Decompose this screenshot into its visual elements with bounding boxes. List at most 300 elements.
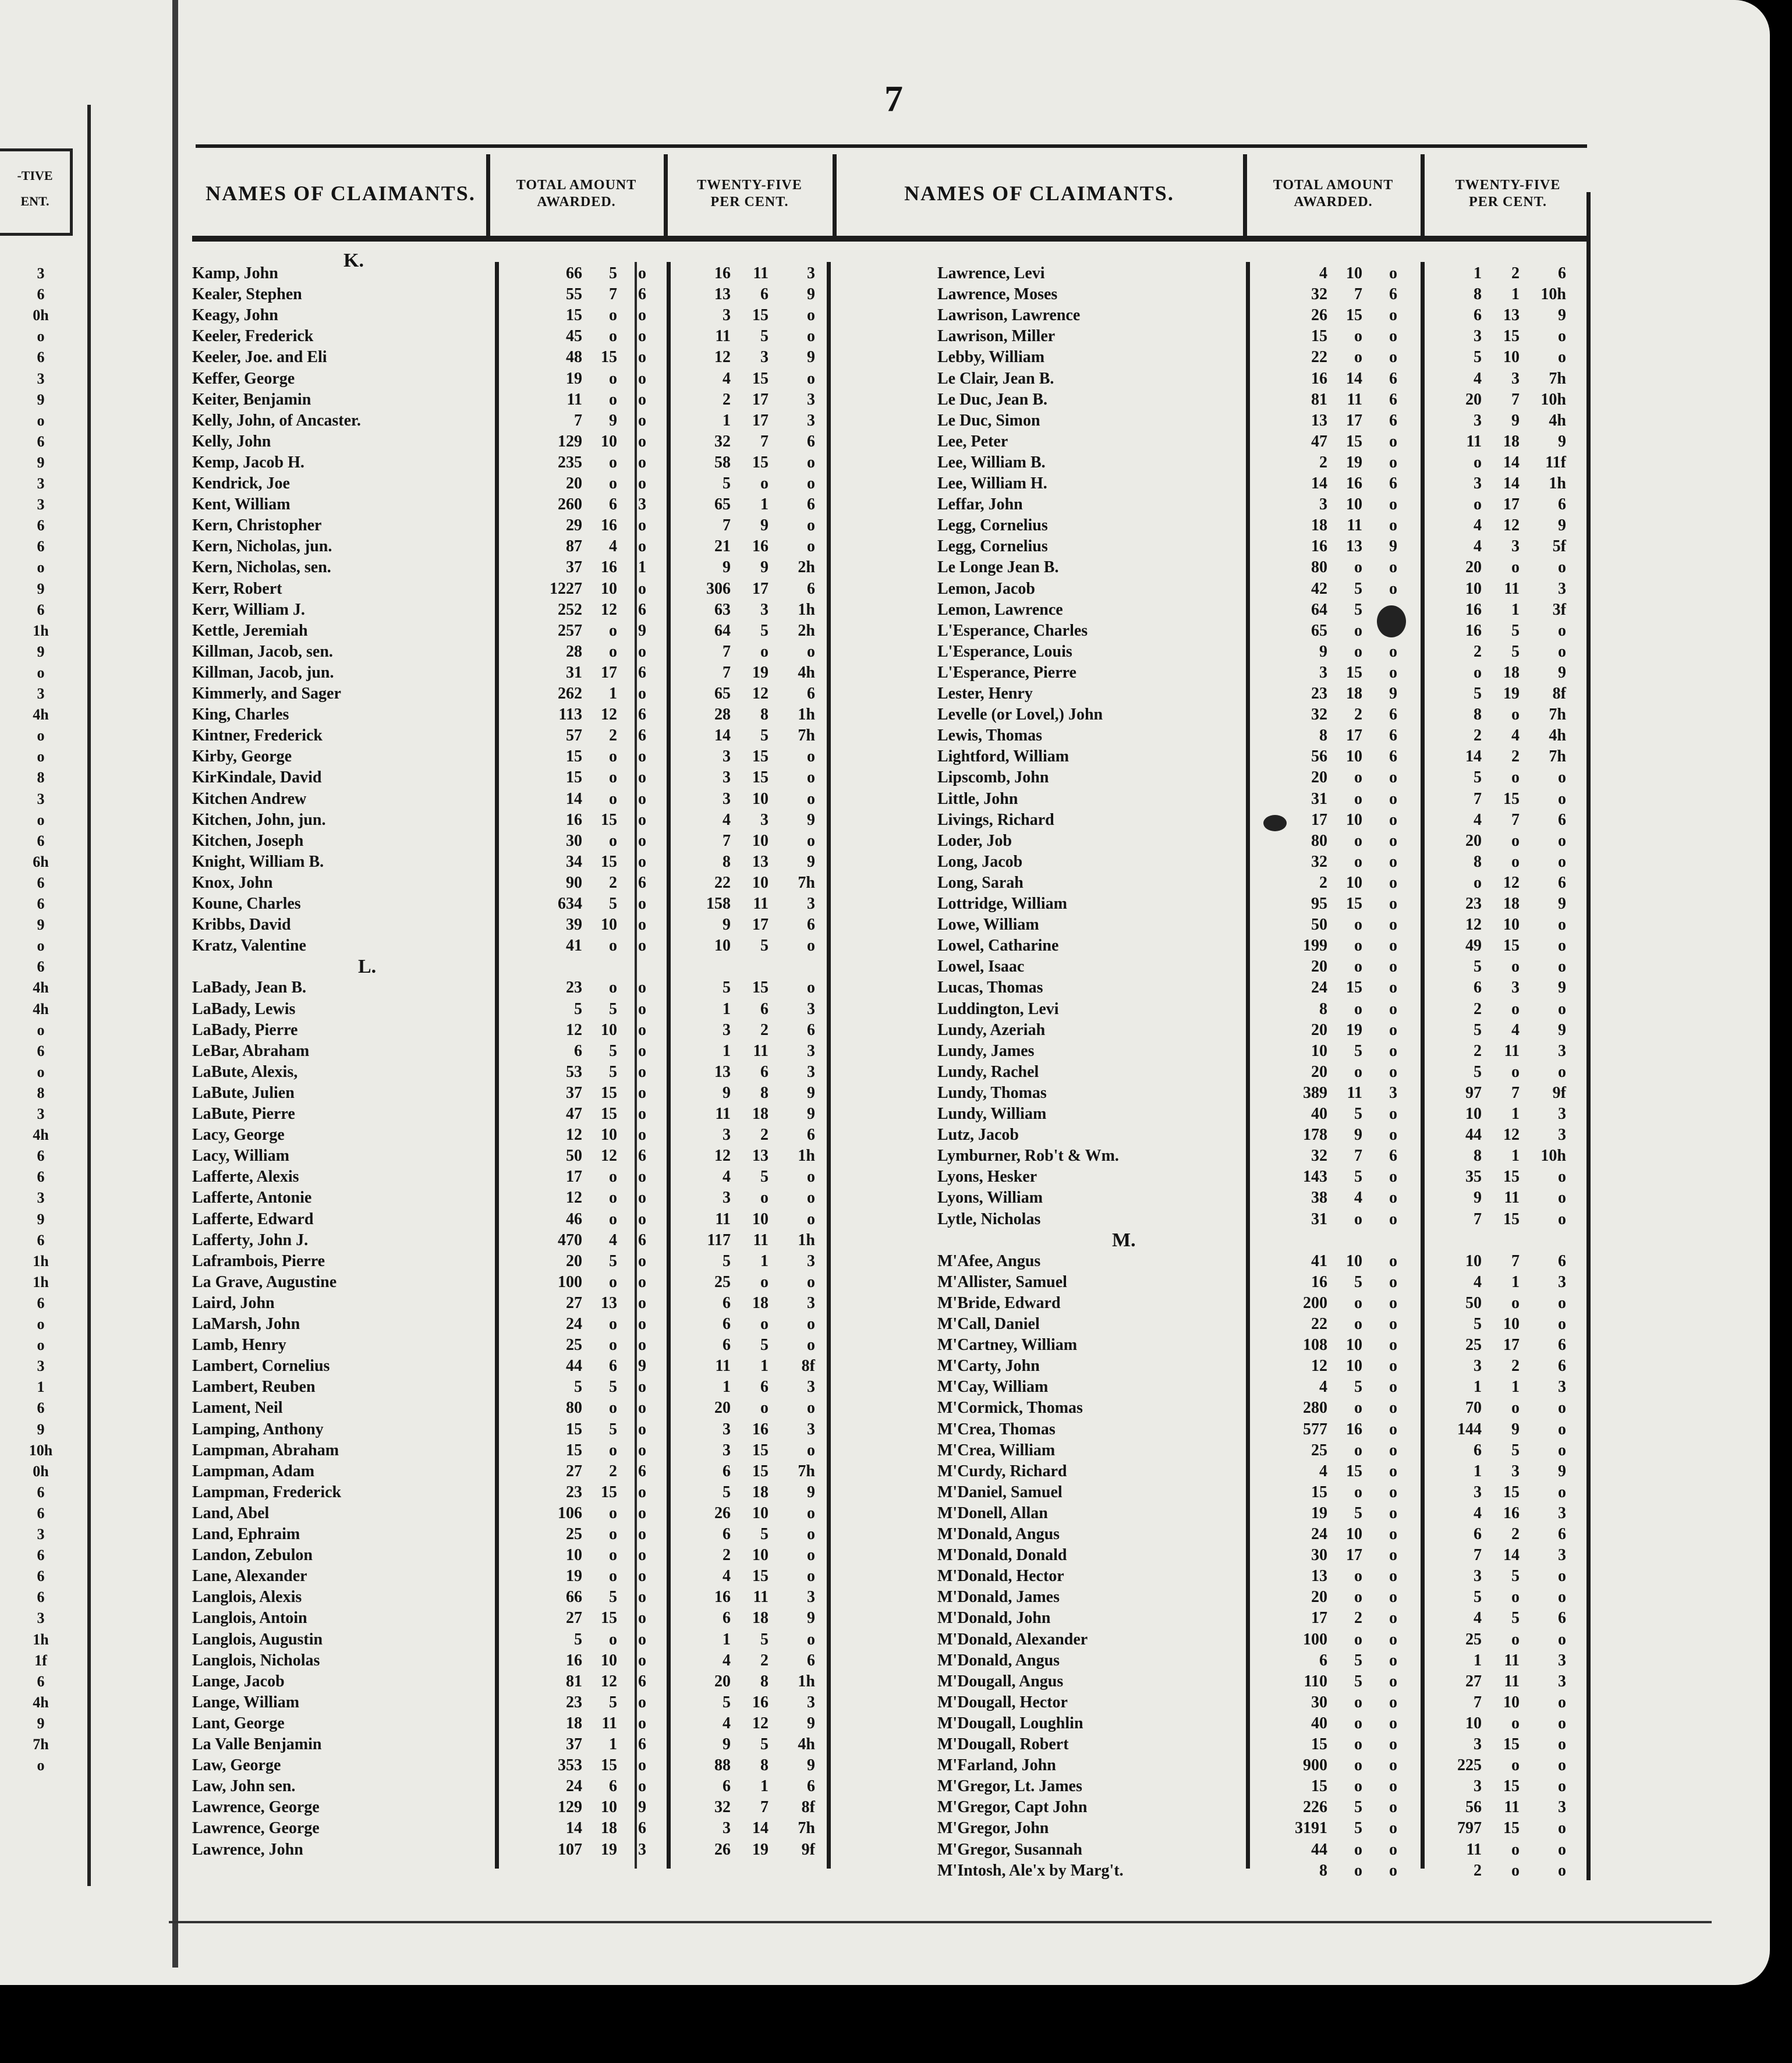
claimant-name: M'Farland, John bbox=[937, 1756, 1056, 1774]
pct-pence: 2h bbox=[798, 558, 815, 576]
adjacent-value: 9 bbox=[37, 643, 45, 660]
total-pounds: 30 bbox=[1311, 1693, 1327, 1711]
total-pounds: 37 bbox=[566, 558, 582, 576]
pct-pence: 10h bbox=[1540, 285, 1566, 303]
total-shillings: o bbox=[1354, 958, 1362, 976]
pct-pence: 9 bbox=[807, 1105, 815, 1123]
pct-pence: 7h bbox=[798, 1462, 815, 1480]
adjacent-value: 6 bbox=[37, 517, 45, 534]
pct-shillings: 5 bbox=[1511, 622, 1520, 640]
total-pounds: 27 bbox=[566, 1462, 582, 1480]
pct-shillings: o bbox=[1511, 706, 1520, 724]
column-rule-right-edge bbox=[1586, 192, 1591, 1880]
claimant-name: King, Charles bbox=[192, 706, 289, 724]
total-pounds: 14 bbox=[566, 1819, 582, 1837]
pct-pounds: 14 bbox=[714, 726, 731, 745]
claimant-name: KirKindale, David bbox=[192, 768, 322, 786]
total-pounds: 10 bbox=[1311, 1042, 1327, 1060]
total-pounds: 40 bbox=[1311, 1714, 1327, 1732]
pct-shillings: 8 bbox=[760, 1672, 768, 1690]
pct-pounds: 5 bbox=[723, 474, 731, 492]
claimant-name: L'Esperance, Louis bbox=[937, 643, 1072, 661]
total-pounds: 11 bbox=[566, 391, 582, 409]
total-pounds: 199 bbox=[1303, 937, 1327, 955]
pct-pounds: 3 bbox=[1474, 1777, 1482, 1795]
pct-pence: 4h bbox=[1549, 726, 1566, 745]
pct-pounds: 4 bbox=[1474, 516, 1482, 534]
total-shillings: o bbox=[1354, 1735, 1362, 1753]
claimant-name: Kamp, John bbox=[192, 264, 278, 282]
claimant-name: Leffar, John bbox=[937, 495, 1023, 513]
adjacent-value: o bbox=[37, 811, 45, 828]
pct-pence: o bbox=[1558, 916, 1566, 934]
pct-pence: 9 bbox=[1558, 895, 1566, 913]
pct-shillings: 18 bbox=[1503, 895, 1520, 913]
header-bottom-rule bbox=[192, 236, 1589, 242]
total-shillings: 16 bbox=[601, 558, 617, 576]
claimant-name: Lyons, Hesker bbox=[937, 1168, 1037, 1186]
pct-pence: o bbox=[807, 1441, 815, 1459]
claimant-name: M'Dougall, Angus bbox=[937, 1672, 1064, 1690]
pct-shillings: 2 bbox=[1511, 264, 1520, 282]
pct-pence: 9f bbox=[801, 1841, 815, 1859]
pct-shillings: 8 bbox=[760, 706, 768, 724]
claimant-name: Kent, William bbox=[192, 495, 291, 513]
total-shillings: o bbox=[1354, 1294, 1362, 1312]
pct-pounds: 306 bbox=[706, 580, 731, 598]
total-pounds: 4 bbox=[1319, 264, 1327, 282]
header-divider-5 bbox=[1421, 154, 1425, 239]
pct-pence: 7h bbox=[798, 1819, 815, 1837]
total-shillings: 5 bbox=[609, 1042, 617, 1060]
total-pounds: 14 bbox=[566, 790, 582, 808]
total-shillings: 10 bbox=[601, 1651, 617, 1669]
total-shillings: o bbox=[609, 1315, 617, 1333]
pct-pounds: 20 bbox=[714, 1672, 731, 1690]
total-shillings: 7 bbox=[1354, 1147, 1362, 1165]
pct-pounds: 2 bbox=[1474, 643, 1482, 661]
claimant-name: M'Cartney, William bbox=[937, 1336, 1078, 1354]
total-pounds: 65 bbox=[1311, 622, 1327, 640]
total-pounds: 64 bbox=[1311, 601, 1327, 619]
total-shillings: 2 bbox=[609, 1462, 617, 1480]
total-shillings: o bbox=[1354, 348, 1362, 366]
header-divider-2 bbox=[664, 154, 668, 239]
pct-pence: 3 bbox=[807, 264, 815, 282]
pct-shillings: 9 bbox=[1511, 1420, 1520, 1438]
total-pounds: 39 bbox=[566, 916, 582, 934]
total-pence: o bbox=[638, 1525, 646, 1543]
total-pence: 6 bbox=[638, 1147, 646, 1165]
adjacent-value: o bbox=[37, 748, 45, 765]
claimant-name: L'Esperance, Charles bbox=[937, 622, 1088, 640]
pct-pence: 3f bbox=[1552, 601, 1566, 619]
claimant-name: Langlois, Nicholas bbox=[192, 1651, 320, 1669]
claimant-name: Lampman, Abraham bbox=[192, 1441, 339, 1459]
total-pence: 6 bbox=[638, 706, 646, 724]
total-pence: o bbox=[1389, 306, 1397, 324]
pct-shillings: 14 bbox=[1503, 453, 1520, 472]
pct-pence: 6 bbox=[807, 685, 815, 703]
adjacent-value: 8 bbox=[37, 1084, 45, 1101]
pct-pence: 9 bbox=[1558, 1021, 1566, 1039]
claimant-name: Lytle, Nicholas bbox=[937, 1210, 1041, 1228]
pct-pence: o bbox=[807, 790, 815, 808]
pct-shillings: 1 bbox=[1511, 1147, 1520, 1165]
pct-shillings: 10 bbox=[752, 1210, 768, 1228]
adjacent-value: 3 bbox=[37, 685, 45, 702]
pct-pounds: 4 bbox=[723, 1567, 731, 1585]
pct-pence: 9 bbox=[1558, 664, 1566, 682]
claimant-name: Kitchen, John, jun. bbox=[192, 811, 326, 829]
total-pounds: 12 bbox=[566, 1021, 582, 1039]
total-shillings: o bbox=[609, 474, 617, 492]
pct-pounds: 16 bbox=[1465, 601, 1482, 619]
pct-shillings: 12 bbox=[1503, 874, 1520, 892]
pct-pounds: 6 bbox=[1474, 979, 1482, 997]
total-shillings: 5 bbox=[609, 895, 617, 913]
total-pence: o bbox=[638, 937, 646, 955]
pct-pounds: 8 bbox=[723, 853, 731, 871]
total-shillings: 5 bbox=[609, 1420, 617, 1438]
total-pence: o bbox=[638, 1273, 646, 1291]
total-pence: o bbox=[638, 327, 646, 345]
pct-shillings: o bbox=[1511, 1588, 1520, 1606]
claimant-name: Kimmerly, and Sager bbox=[192, 685, 341, 703]
claimant-name: M'Donald, Angus bbox=[937, 1525, 1060, 1543]
total-pence: o bbox=[638, 1168, 646, 1186]
total-shillings: 9 bbox=[1354, 1126, 1362, 1144]
total-pounds: 16 bbox=[566, 811, 582, 829]
adjacent-header-line-1: -TIVE bbox=[17, 168, 53, 183]
pct-pence: 7h bbox=[798, 874, 815, 892]
pct-shillings: 16 bbox=[752, 537, 768, 555]
pct-pounds: 16 bbox=[714, 1588, 731, 1606]
claimant-name: Lundy, Thomas bbox=[937, 1084, 1047, 1102]
adjacent-value: 6 bbox=[37, 1232, 45, 1249]
claimant-name: LaMarsh, John bbox=[192, 1315, 300, 1333]
total-pounds: 12 bbox=[566, 1189, 582, 1207]
total-shillings: 10 bbox=[1346, 811, 1362, 829]
total-shillings: o bbox=[609, 622, 617, 640]
pct-shillings: o bbox=[760, 1399, 768, 1417]
pct-pence: o bbox=[1558, 1693, 1566, 1711]
pct-pounds: 44 bbox=[1465, 1126, 1482, 1144]
total-pounds: 44 bbox=[1311, 1841, 1327, 1859]
pct-shillings: 3 bbox=[1511, 537, 1520, 555]
claimant-name: Lafferte, Alexis bbox=[192, 1168, 299, 1186]
pct-pounds: 4 bbox=[1474, 811, 1482, 829]
total-pence: o bbox=[638, 1315, 646, 1333]
pct-pounds: 11 bbox=[1466, 433, 1482, 451]
claimant-name: Lawrence, George bbox=[192, 1798, 320, 1816]
pct-shillings: 11 bbox=[1504, 1798, 1520, 1816]
total-pounds: 129 bbox=[558, 433, 582, 451]
pct-pounds: 5 bbox=[1474, 1315, 1482, 1333]
pct-shillings: 5 bbox=[760, 1336, 768, 1354]
total-pounds: 16 bbox=[1311, 537, 1327, 555]
pct-pence: o bbox=[1558, 643, 1566, 661]
total-pounds: 80 bbox=[566, 1399, 582, 1417]
pct-pounds: 1 bbox=[723, 1378, 731, 1396]
total-pounds: 20 bbox=[1311, 1063, 1327, 1081]
pct-pence: 6 bbox=[807, 580, 815, 598]
pct-pounds: 3 bbox=[723, 306, 731, 324]
adjacent-value: o bbox=[37, 937, 45, 954]
pct-shillings: 10 bbox=[752, 790, 768, 808]
pct-pounds: 11 bbox=[715, 1105, 731, 1123]
adjacent-value: 1h bbox=[33, 1274, 49, 1291]
total-pounds: 15 bbox=[1311, 1777, 1327, 1795]
claimant-name: Killman, Jacob, jun. bbox=[192, 664, 334, 682]
pct-pounds: 7 bbox=[723, 516, 731, 534]
total-shillings: o bbox=[609, 1168, 617, 1186]
claimant-name: Le Duc, Jean B. bbox=[937, 391, 1047, 409]
pct-shillings: o bbox=[1511, 832, 1520, 850]
pct-shillings: 12 bbox=[752, 1714, 768, 1732]
claimant-name: Keeler, Joe. and Eli bbox=[192, 348, 327, 366]
pct-shillings: 5 bbox=[1511, 1441, 1520, 1459]
claimant-name: Langlois, Antoin bbox=[192, 1609, 307, 1627]
total-pence: o bbox=[1389, 958, 1397, 976]
pct-pence: 7h bbox=[1549, 370, 1566, 388]
total-shillings: 1 bbox=[609, 685, 617, 703]
total-shillings: 6 bbox=[609, 495, 617, 513]
claimant-name: Livings, Richard bbox=[937, 811, 1054, 829]
pct-pence: 1h bbox=[798, 1231, 815, 1249]
total-pence: o bbox=[638, 1084, 646, 1102]
pct-pounds: 6 bbox=[1474, 1525, 1482, 1543]
total-pounds: 262 bbox=[558, 685, 582, 703]
total-pounds: 95 bbox=[1311, 895, 1327, 913]
pct-pounds: 5 bbox=[1474, 348, 1482, 366]
pct-shillings: 17 bbox=[752, 412, 768, 430]
claimant-name: Le Clair, Jean B. bbox=[937, 370, 1054, 388]
total-pence: 6 bbox=[1389, 706, 1397, 724]
claimant-name: M'Donald, Alexander bbox=[937, 1630, 1088, 1649]
pct-pounds: 32 bbox=[714, 1798, 731, 1816]
total-pounds: 3 bbox=[1319, 495, 1327, 513]
pct-shillings: 5 bbox=[760, 1525, 768, 1543]
pct-pence: 9 bbox=[1558, 516, 1566, 534]
pct-pence: o bbox=[807, 1630, 815, 1649]
total-pounds: 37 bbox=[566, 1084, 582, 1102]
pct-shillings: 15 bbox=[752, 979, 768, 997]
total-pence: o bbox=[638, 1756, 646, 1774]
pct-pence: 9 bbox=[807, 348, 815, 366]
total-shillings: 15 bbox=[601, 1483, 617, 1501]
total-pounds: 257 bbox=[558, 622, 582, 640]
total-pence: 9 bbox=[638, 622, 646, 640]
adjacent-value: o bbox=[37, 412, 45, 429]
adjacent-value: 6 bbox=[37, 874, 45, 891]
claimant-name: LaBute, Alexis, bbox=[192, 1063, 298, 1081]
pct-pounds: 3 bbox=[723, 768, 731, 786]
total-pounds: 34 bbox=[566, 853, 582, 871]
header-names-left-text: NAMES OF CLAIMANTS. bbox=[206, 181, 476, 205]
pct-pounds: 6 bbox=[723, 1315, 731, 1333]
total-pounds: 8 bbox=[1319, 1862, 1327, 1880]
total-pounds: 19 bbox=[1311, 1504, 1327, 1522]
claimant-name: Le Duc, Simon bbox=[937, 412, 1040, 430]
claimant-name: Lemon, Jacob bbox=[937, 580, 1035, 598]
pct-shillings: 1 bbox=[1511, 1105, 1520, 1123]
pct-shillings: 15 bbox=[1503, 1777, 1520, 1795]
claimant-name: Lange, William bbox=[192, 1693, 300, 1711]
claimant-name: Lacy, William bbox=[192, 1147, 289, 1165]
claimant-name: Land, Ephraim bbox=[192, 1525, 300, 1543]
pct-shillings: 18 bbox=[1503, 433, 1520, 451]
adjacent-value: 1h bbox=[33, 622, 49, 639]
pct-pence: o bbox=[807, 1315, 815, 1333]
pct-pence: 6 bbox=[807, 1126, 815, 1144]
pct-pence: o bbox=[807, 306, 815, 324]
total-shillings: o bbox=[1354, 1399, 1362, 1417]
pct-pounds: 5 bbox=[1474, 1588, 1482, 1606]
total-pounds: 55 bbox=[566, 285, 582, 303]
total-shillings: o bbox=[1354, 768, 1362, 786]
pct-pounds: 5 bbox=[723, 1252, 731, 1270]
total-pence: 6 bbox=[638, 1462, 646, 1480]
pct-shillings: 12 bbox=[1503, 1126, 1520, 1144]
claimant-name: M'Dougall, Loughlin bbox=[937, 1714, 1083, 1732]
total-shillings: 4 bbox=[609, 537, 617, 555]
pct-shillings: 15 bbox=[752, 1462, 768, 1480]
pct-shillings: 15 bbox=[752, 1567, 768, 1585]
claimant-name: Kintner, Frederick bbox=[192, 726, 323, 745]
total-shillings: 5 bbox=[1354, 1504, 1362, 1522]
adjacent-value: 4h bbox=[33, 979, 49, 996]
claimant-name: M'Daniel, Samuel bbox=[937, 1483, 1063, 1501]
total-pence: 6 bbox=[638, 874, 646, 892]
pct-pounds: 12 bbox=[714, 1147, 731, 1165]
pct-pence: o bbox=[807, 979, 815, 997]
total-pence: o bbox=[638, 1336, 646, 1354]
claimant-name: Lipscomb, John bbox=[937, 768, 1049, 786]
total-pounds: 28 bbox=[566, 643, 582, 661]
total-pence: o bbox=[1389, 1777, 1397, 1795]
pct-pounds: 4 bbox=[723, 1168, 731, 1186]
claimant-name: Langlois, Alexis bbox=[192, 1588, 302, 1606]
total-pence: o bbox=[1389, 1819, 1397, 1837]
total-pounds: 32 bbox=[1311, 706, 1327, 724]
pct-pounds: 3 bbox=[1474, 1483, 1482, 1501]
total-pounds: 634 bbox=[558, 895, 582, 913]
adjacent-value: 3 bbox=[37, 1105, 45, 1122]
total-pence: o bbox=[1389, 1063, 1397, 1081]
total-shillings: 11 bbox=[1347, 391, 1362, 409]
pct-shillings: o bbox=[1511, 958, 1520, 976]
total-pence: o bbox=[1389, 1609, 1397, 1627]
pct-pounds: 9 bbox=[1474, 1189, 1482, 1207]
total-shillings: 5 bbox=[609, 1000, 617, 1018]
total-shillings: o bbox=[609, 1441, 617, 1459]
pct-shillings: 1 bbox=[760, 1357, 768, 1375]
pct-pounds: 6 bbox=[1474, 306, 1482, 324]
claimant-name: Kitchen, Joseph bbox=[192, 832, 304, 850]
total-pounds: 80 bbox=[1311, 832, 1327, 850]
total-pence: o bbox=[638, 1000, 646, 1018]
total-shillings: o bbox=[609, 1399, 617, 1417]
pct-shillings: o bbox=[1511, 1063, 1520, 1081]
total-pounds: 15 bbox=[566, 768, 582, 786]
total-shillings: 7 bbox=[1354, 285, 1362, 303]
pct-pence: 3 bbox=[1558, 1651, 1566, 1669]
pct-pounds: 10 bbox=[1465, 1252, 1482, 1270]
total-shillings: o bbox=[609, 1630, 617, 1649]
claimant-name: Lewis, Thomas bbox=[937, 726, 1042, 745]
total-pounds: 12 bbox=[566, 1126, 582, 1144]
total-pence: o bbox=[638, 1189, 646, 1207]
total-shillings: 6 bbox=[609, 1357, 617, 1375]
pct-shillings: 17 bbox=[752, 580, 768, 598]
total-pence: o bbox=[1389, 1588, 1397, 1606]
pct-pence: 10h bbox=[1540, 1147, 1566, 1165]
adjacent-value: 3 bbox=[37, 791, 45, 807]
total-pounds: 100 bbox=[1303, 1630, 1327, 1649]
total-pence: o bbox=[1389, 1315, 1397, 1333]
total-pence: o bbox=[638, 747, 646, 765]
claimant-name: La Grave, Augustine bbox=[192, 1273, 337, 1291]
total-pence: o bbox=[638, 916, 646, 934]
pct-shillings: 18 bbox=[752, 1609, 768, 1627]
pct-shillings: 2 bbox=[1511, 747, 1520, 765]
total-pence: o bbox=[638, 1063, 646, 1081]
total-pence: o bbox=[638, 1609, 646, 1627]
total-shillings: 15 bbox=[601, 853, 617, 871]
pct-pounds: 25 bbox=[1465, 1336, 1482, 1354]
total-pounds: 23 bbox=[566, 1483, 582, 1501]
pct-pence: 9 bbox=[807, 1756, 815, 1774]
pct-pence: o bbox=[1558, 958, 1566, 976]
pct-shillings: 3 bbox=[760, 601, 768, 619]
claimant-name: Long, Jacob bbox=[937, 853, 1023, 871]
total-shillings: 18 bbox=[601, 1819, 617, 1837]
pct-shillings: o bbox=[1511, 853, 1520, 871]
total-shillings: 15 bbox=[601, 1609, 617, 1627]
adjacent-value: 6 bbox=[37, 601, 45, 618]
pct-pounds: 11 bbox=[715, 1357, 731, 1375]
total-shillings: o bbox=[1354, 1567, 1362, 1585]
total-pounds: 81 bbox=[1311, 391, 1327, 409]
pct-pounds: 4 bbox=[1474, 537, 1482, 555]
total-pounds: 6 bbox=[1319, 1651, 1327, 1669]
pct-pounds: 8 bbox=[1474, 706, 1482, 724]
total-pounds: 45 bbox=[566, 327, 582, 345]
total-pence: o bbox=[638, 1546, 646, 1564]
pct-shillings: 6 bbox=[760, 1000, 768, 1018]
claimant-name: Lafferty, John J. bbox=[192, 1231, 309, 1249]
pct-pounds: 11 bbox=[1466, 1841, 1482, 1859]
total-pounds: 17 bbox=[566, 1168, 582, 1186]
claimant-name: Kirby, George bbox=[192, 747, 292, 765]
pct-pounds: 6 bbox=[723, 1462, 731, 1480]
total-shillings: o bbox=[1354, 832, 1362, 850]
total-pounds: 66 bbox=[566, 264, 582, 282]
pct-pence: o bbox=[1558, 1399, 1566, 1417]
total-shillings: 10 bbox=[1346, 495, 1362, 513]
pct-shillings: 12 bbox=[1503, 516, 1520, 534]
pct-pounds: 4 bbox=[723, 1651, 731, 1669]
total-pounds: 4 bbox=[1319, 1462, 1327, 1480]
total-pence: 6 bbox=[638, 1231, 646, 1249]
claimant-name: Lamb, Henry bbox=[192, 1336, 286, 1354]
pct-pence: o bbox=[807, 747, 815, 765]
total-pounds: 47 bbox=[566, 1105, 582, 1123]
claimant-name: M'Curdy, Richard bbox=[937, 1462, 1067, 1480]
total-shillings: o bbox=[609, 1504, 617, 1522]
section-letter: M. bbox=[1112, 1229, 1136, 1251]
